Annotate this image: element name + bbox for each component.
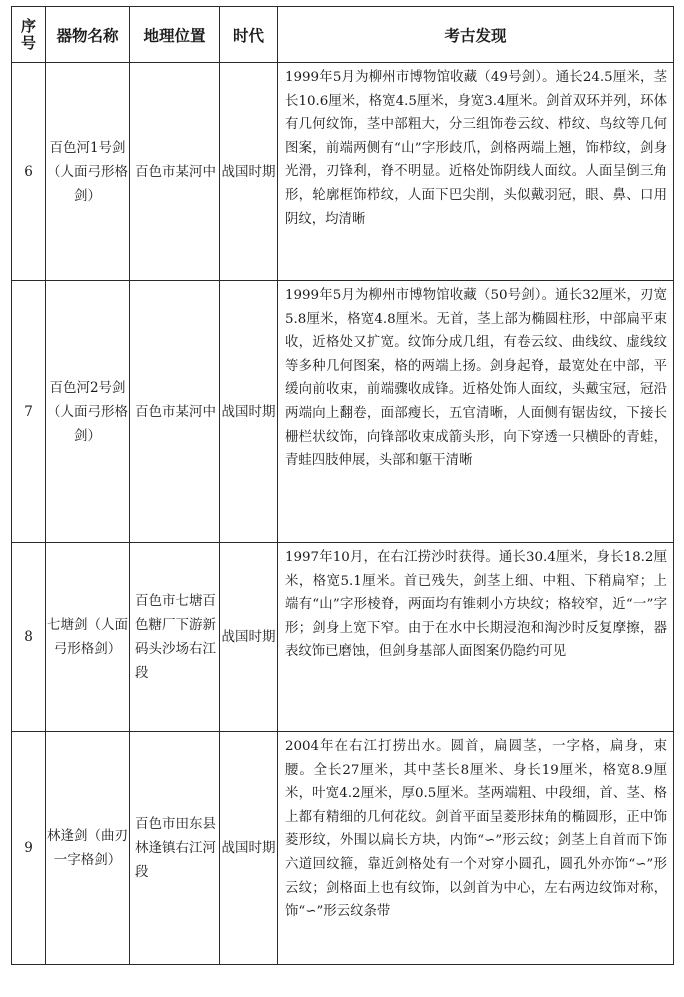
header-seq (12, 7, 46, 63)
table-row (12, 732, 674, 965)
artifact-name: 百色河1号剑（人面弓形格剑） (46, 63, 130, 281)
header-row (12, 7, 674, 63)
table-row (12, 543, 674, 732)
artifact-era: 战国时期 (220, 281, 278, 543)
artifact-location: 百色市某河中 (130, 63, 220, 281)
artifact-name: 林逢剑（曲刃一字格剑） (46, 732, 130, 965)
header-seq-top: 序 (20, 16, 36, 35)
header-location: 地理位置 (130, 7, 220, 63)
artifact-location: 百色市田东县林逢镇右江河段 (130, 732, 220, 965)
table-body (12, 63, 674, 965)
artifact-location: 百色市七塘百色糖厂下游新码头沙场右江段 (130, 543, 220, 732)
artifact-finding: 1997年10月，在右江捞沙时获得。通长30.4厘米，身长18.2厘米，格宽5.1厘米。首已残失，剑茎上细、中粗、下稍扁窄；上端有“山”字形棱脊，两面均有锥刺小方块纹；格较窄，近“一”字形；剑身上宽下窄。由于在水中长期浸泡和淘沙时反复摩擦，器表纹饰已磨蚀，但剑身基部人面图案仍隐约可见 (278, 543, 674, 732)
artifact-finding: 1999年5月为柳州市博物馆收藏（50号剑）。通长32厘米，刃宽5.8厘米，格宽4.8厘米。无首，茎上部为椭圆柱形，中部扁平束收，近格处又扩宽。纹饰分成几组，有卷云纹、曲线纹、虚线纹等多种几何图案，格的两端上扬。剑身起脊，最宽处在中部，平缓向前收束，前端骤收成锋。近格处饰人面纹，头戴宝冠，冠沿两端向上翻卷，面部瘦长，五官清晰，人面侧有锯齿纹，下接长栅栏状纹饰，向锋部收束成箭头形，向下穿透一只横卧的青蛙，青蛙四肢伸展，头部和躯干清晰 (278, 281, 674, 543)
row-number: 8 (12, 543, 46, 732)
artifact-location: 百色市某河中 (130, 281, 220, 543)
header-era: 时代 (220, 7, 278, 63)
row-number: 9 (12, 732, 46, 965)
header-seq-bottom: 号 (20, 33, 36, 52)
artifact-name: 七塘剑（人面弓形格剑） (46, 543, 130, 732)
artifact-era: 战国时期 (220, 732, 278, 965)
header-finding: 考古发现 (278, 7, 674, 63)
artifact-table (11, 6, 674, 965)
table-row (12, 63, 674, 281)
artifact-era: 战国时期 (220, 63, 278, 281)
artifact-finding: 1999年5月为柳州市博物馆收藏（49号剑）。通长24.5厘米，茎长10.6厘米，格宽4.5厘米，身宽3.4厘米。剑首双环并列，环体有几何纹饰，茎中部粗大，分三组饰卷云纹、栉纹、鸟纹等几何图案，前端两侧有“山”字形歧爪，剑格两端上翘，饰栉纹，剑身光滑，刃锋利，脊不明显。近格处饰阴线人面纹。人面呈倒三角形，轮廓框饰栉纹，人面下巴尖削，头似戴羽冠，眼、鼻、口用阴纹，均清晰 (278, 63, 674, 281)
table-row (12, 281, 674, 543)
artifact-name: 百色河2号剑（人面弓形格剑） (46, 281, 130, 543)
table-header (12, 7, 674, 63)
artifact-era: 战国时期 (220, 543, 278, 732)
row-number: 6 (12, 63, 46, 281)
row-number: 7 (12, 281, 46, 543)
header-name: 器物名称 (46, 7, 130, 63)
artifact-finding: 2004年在右江打捞出水。圆首，扁圆茎，一字格，扁身，束腰。全长27厘米，其中茎长8厘米、身长19厘米，格宽8.9厘米，叶宽4.2厘米，厚0.5厘米。茎两端粗、中段细，首、茎、格上都有精细的几何花纹。剑首平面呈菱形抹角的椭圆形，正中饰菱形纹，外围以扁长方块，内饰“∽”形云纹；剑茎上自首而下饰六道回纹箍，靠近剑格处有一个对穿小圆孔，圆孔外亦饰“∽”形云纹；剑格面上也有纹饰，以剑首为中心，左右两边纹饰对称，饰“∽”形云纹条带 (278, 732, 674, 965)
